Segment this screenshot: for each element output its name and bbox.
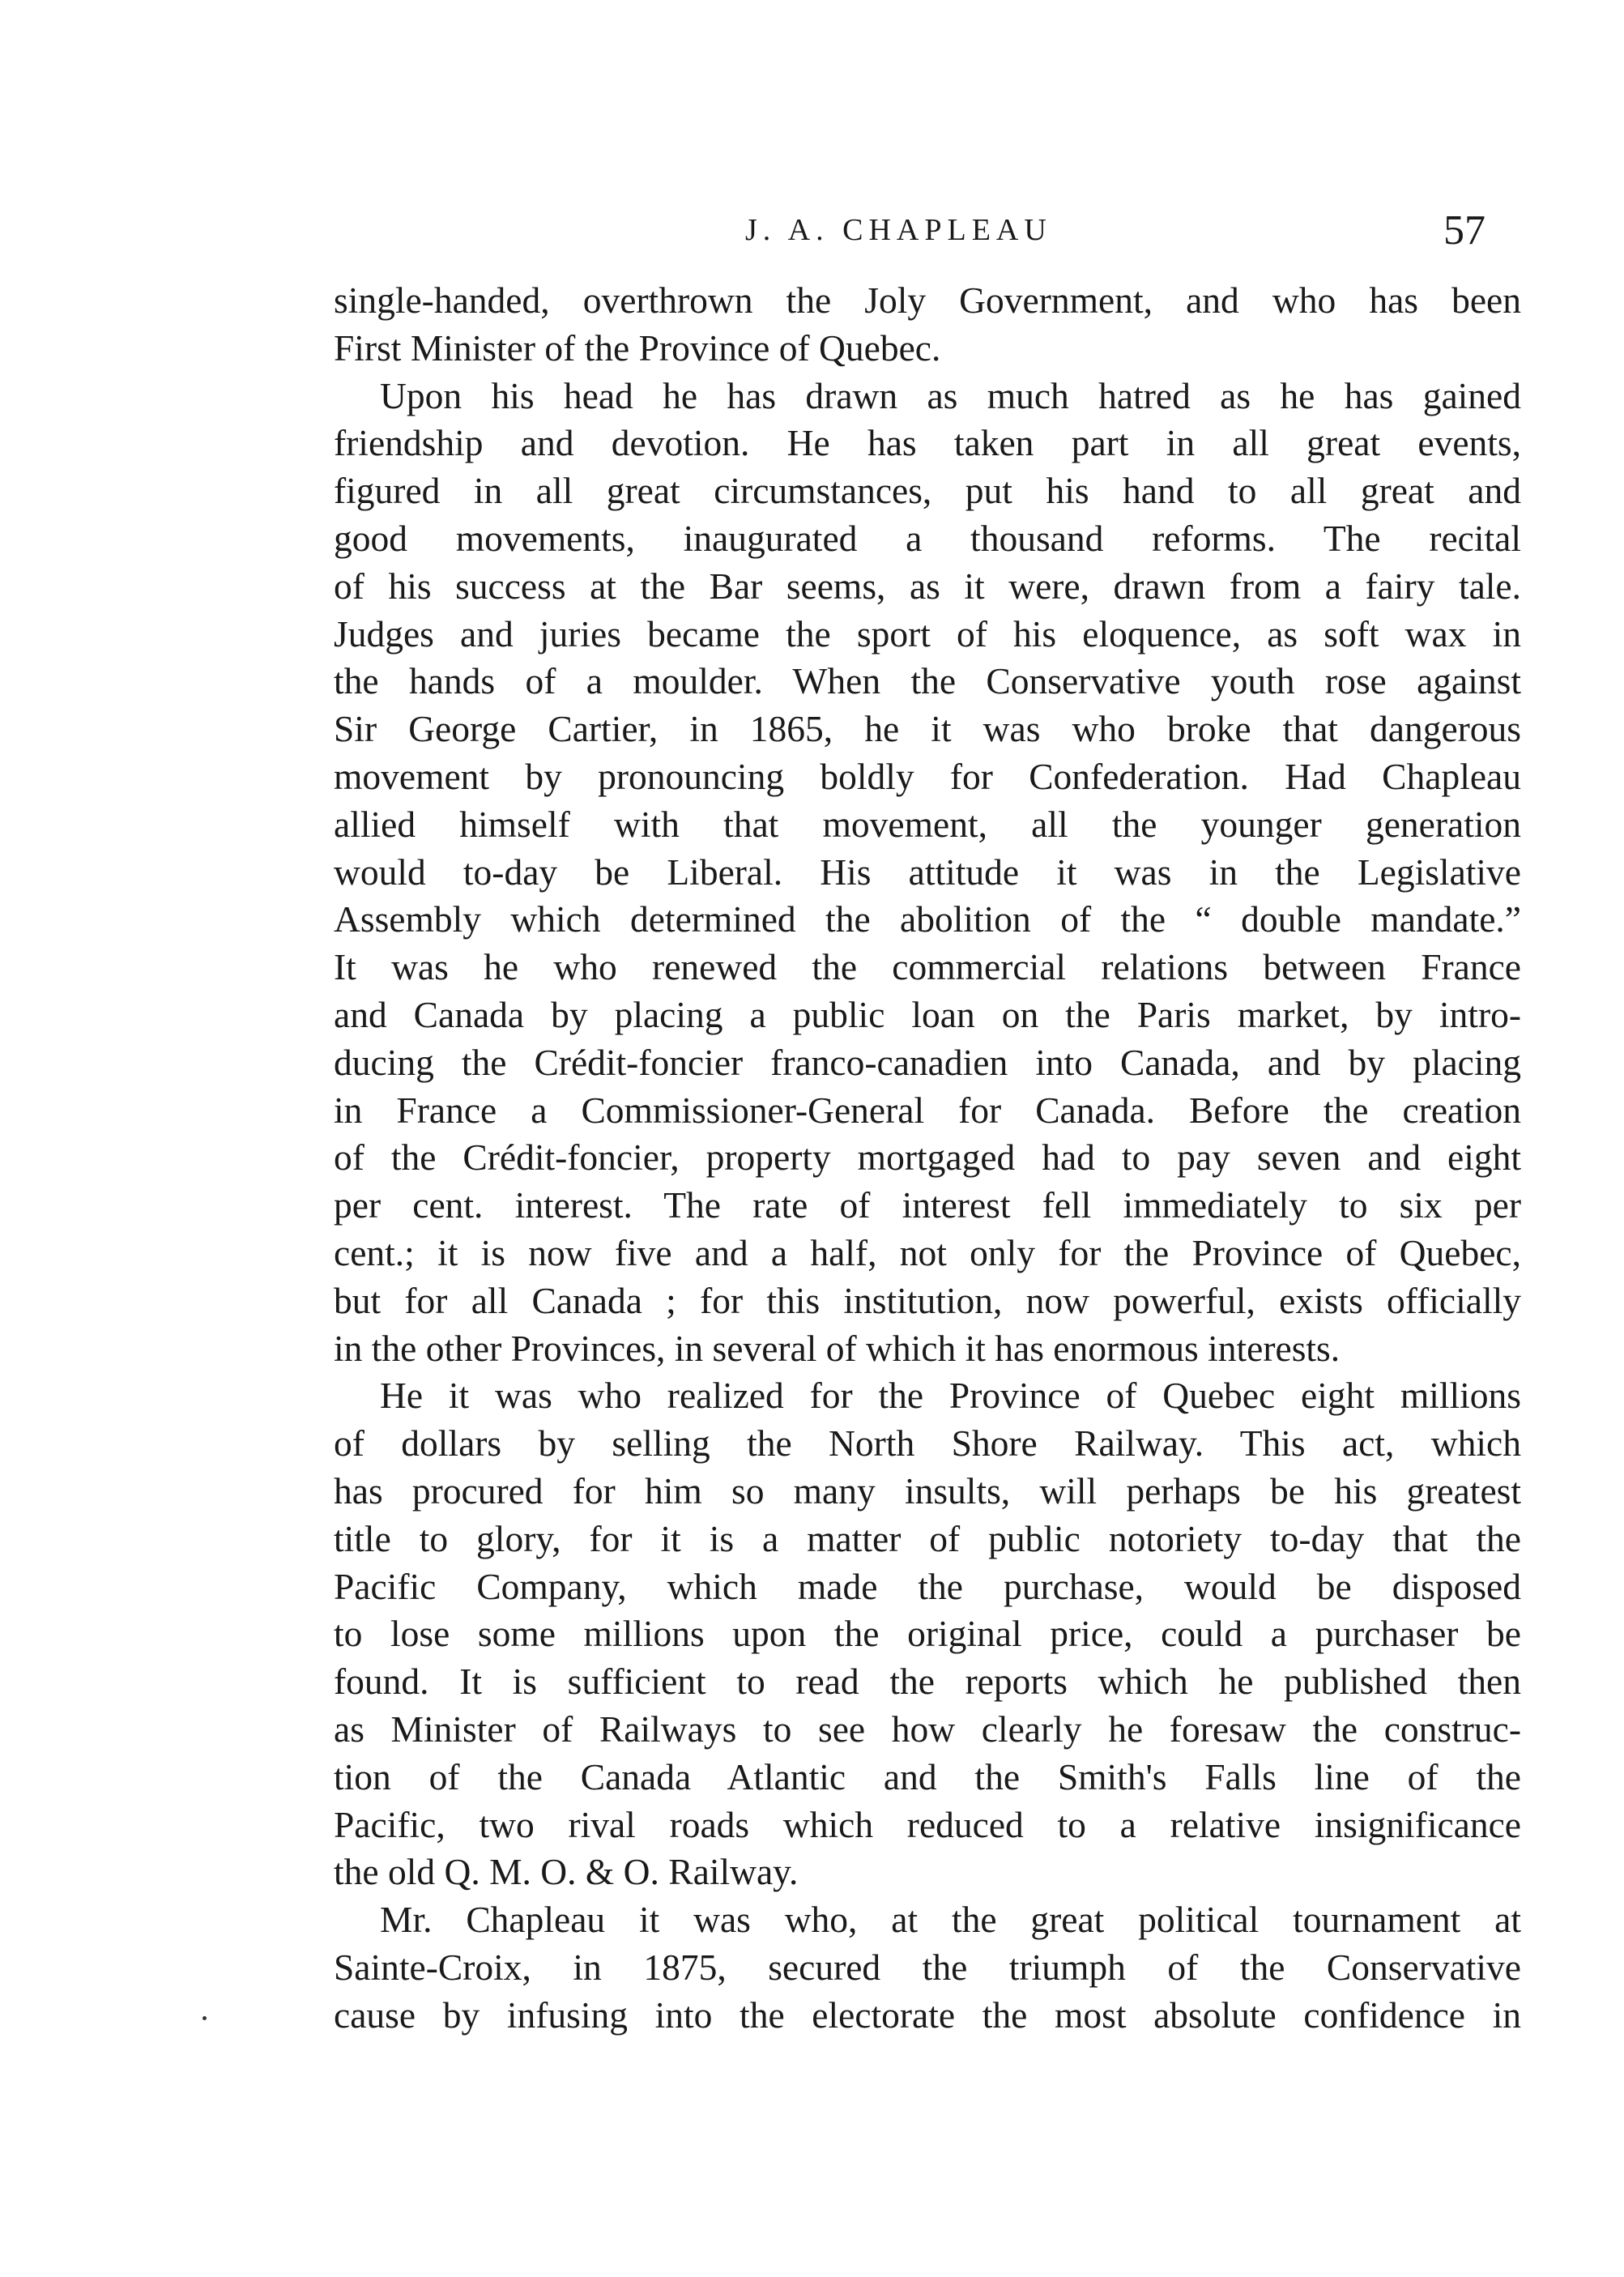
text-line: Sir George Cartier, in 1865, he it was who broke that dangerous (334, 708, 1521, 750)
text-line: Assembly which determined the abolition of the “ double mandate.” (334, 898, 1521, 940)
page-number: 57 (1443, 207, 1485, 254)
text-line: has procured for him so many insults, will perhaps be his greatest (334, 1469, 1521, 1512)
text-line: cent.; it is now five and a half, not only for the Province of Quebec, (334, 1231, 1521, 1273)
text-line: ducing the Crédit-foncier franco-canadien into Canada, and by placing (334, 1041, 1521, 1083)
paragraph-start-line: Mr. Chapleau it was who, at the great political tournament at (380, 1899, 1521, 1941)
text-line: movement by pronouncing boldly for Confederation. Had Chapleau (334, 755, 1521, 797)
text-line: of his success at the Bar seems, as it were, drawn from a fairy tale. (334, 565, 1521, 607)
paragraph-start-line: Upon his head he has drawn as much hatred as he has gained (380, 374, 1521, 416)
running-head: J. A. CHAPLEAU (745, 213, 1052, 247)
text-line: allied himself with that movement, all the younger generation (334, 803, 1521, 845)
text-line: would to-day be Liberal. His attitude it was in the Legislative (334, 851, 1521, 893)
text-line: the old Q. M. O. & O. Railway. (334, 1851, 799, 1893)
text-line: per cent. interest. The rate of interest fell immediately to six per (334, 1184, 1521, 1226)
text-line: title to glory, for it is a matter of public notoriety to-day that the (334, 1517, 1521, 1559)
text-line: It was he who renewed the commercial relations between France (334, 946, 1521, 988)
text-line: Judges and juries became the sport of his eloquence, as soft wax in (334, 612, 1521, 655)
text-line: of dollars by selling the North Shore Railway. This act, which (334, 1422, 1521, 1465)
text-line: the hands of a moulder. When the Conservative youth rose against (334, 660, 1521, 702)
text-line: in France a Commissioner-General for Canada. Before the creation (334, 1089, 1521, 1131)
text-line: to lose some millions upon the original price, could a purchaser be (334, 1613, 1521, 1655)
text-line: single-handed, overthrown the Joly Government, and who has been (334, 279, 1521, 321)
text-line: Sainte-Croix, in 1875, secured the triumph of the Conservative (334, 1946, 1521, 1988)
text-line: friendship and devotion. He has taken part in all great events, (334, 422, 1521, 464)
scan-speck (202, 2016, 207, 2020)
text-line: but for all Canada ; for this institution, now powerful, exists officially (334, 1279, 1521, 1321)
text-line: tion of the Canada Atlantic and the Smith's Falls line of the (334, 1755, 1521, 1797)
text-line: Pacific Company, which made the purchase, would be disposed (334, 1565, 1521, 1607)
text-line: good movements, inaugurated a thousand reforms. The recital (334, 517, 1521, 559)
text-line: found. It is sufficient to read the reports which he published then (334, 1661, 1521, 1703)
text-line: Pacific, two rival roads which reduced to a relative insignificance (334, 1803, 1521, 1845)
text-line: figured in all great circumstances, put his hand to all great and (334, 470, 1521, 512)
text-line: First Minister of the Province of Quebec. (334, 326, 941, 369)
text-line: of the Crédit-foncier, property mortgaged had to pay seven and eight (334, 1136, 1521, 1179)
text-line: in the other Provinces, in several of which it has enormous interests. (334, 1327, 1341, 1369)
text-line: cause by infusing into the electorate the most absolute confidence in (334, 1993, 1521, 2036)
paragraph-start-line: He it was who realized for the Province of Quebec eight millions (380, 1375, 1521, 1417)
body-text (334, 277, 1521, 2039)
text-line: as Minister of Railways to see how clearly he foresaw the construc- (334, 1708, 1521, 1750)
text-line: and Canada by placing a public loan on the Paris market, by intro- (334, 993, 1521, 1035)
